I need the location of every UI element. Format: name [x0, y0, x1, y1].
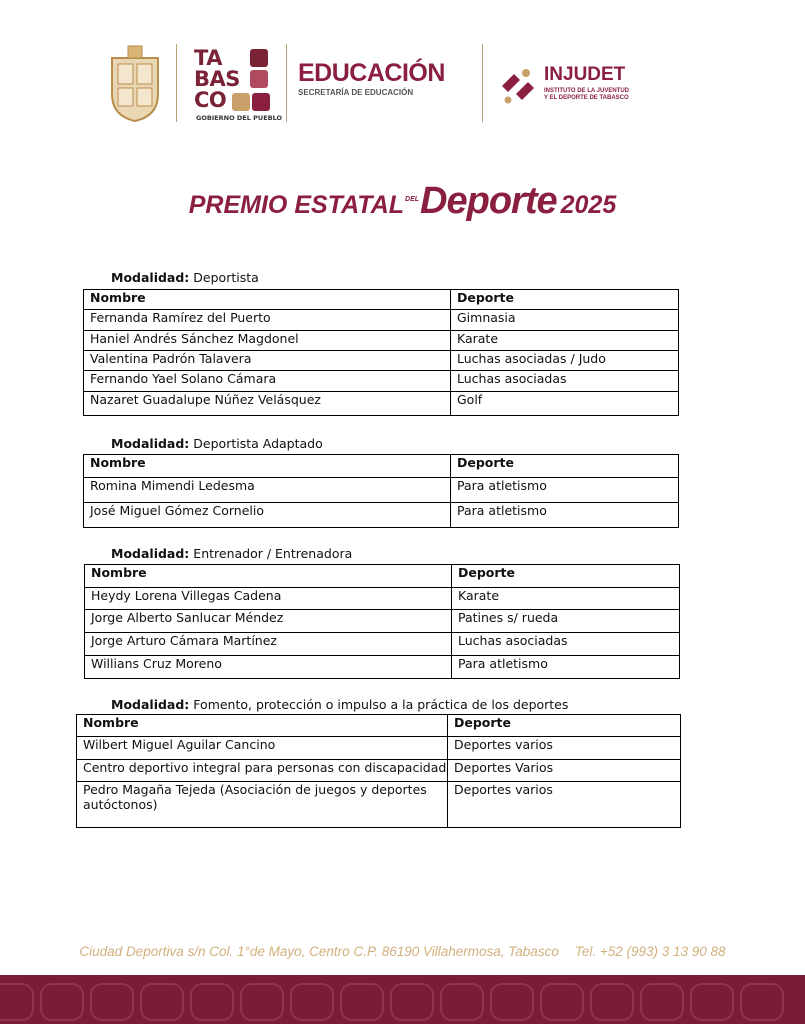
column-header-nombre: Nombre [84, 455, 451, 478]
tabasco-line-3: CO [194, 88, 227, 112]
tabasco-logo [194, 48, 286, 124]
table-row [77, 782, 681, 828]
footer-phone: Tel. +52 (993) 3 13 90 88 [574, 944, 726, 959]
band-pattern-icon [90, 983, 134, 1021]
cell-nombre: Fernanda Ramírez del Puerto [84, 310, 451, 331]
table-row [84, 310, 679, 331]
title-year: 2025 [560, 191, 617, 219]
table-row [85, 656, 680, 679]
cell-deporte: Deportes varios [448, 737, 681, 760]
cell-deporte: Golf [451, 392, 679, 416]
section-label-value: Entrenador / Entrenadora [193, 546, 353, 561]
table-row [84, 331, 679, 351]
table-row [85, 633, 680, 656]
band-pattern-icon [690, 983, 734, 1021]
table-row [77, 760, 681, 782]
educacion-logo [298, 60, 445, 97]
band-pattern-icon [40, 983, 84, 1021]
cell-nombre: Jorge Alberto Sanlucar Méndez [85, 610, 452, 633]
title-part-3: Deporte [420, 180, 557, 222]
section-label [111, 546, 352, 561]
tabasco-tile-icon [232, 93, 250, 111]
tabasco-tile-icon [250, 70, 268, 88]
cell-nombre: Valentina Padrón Talavera [84, 351, 451, 371]
cell-nombre: Wilbert Miguel Aguilar Cancino [77, 737, 448, 760]
cell-nombre: Heydy Lorena Villegas Cadena [85, 588, 452, 610]
section-label [111, 436, 323, 451]
injudet-emblem-icon [496, 64, 540, 108]
header-divider [482, 44, 483, 122]
band-pattern-icon [640, 983, 684, 1021]
section-label-key: Modalidad: [111, 270, 190, 285]
title-part-1: PREMIO ESTATAL [188, 191, 405, 219]
section-label-key: Modalidad: [111, 436, 190, 451]
cell-nombre: Nazaret Guadalupe Núñez Velásquez [84, 392, 451, 416]
state-shield-logo [108, 44, 162, 122]
section-label-key: Modalidad: [111, 697, 190, 712]
band-pattern-icon [540, 983, 584, 1021]
band-pattern-icon [590, 983, 634, 1021]
band-pattern-icon [490, 983, 534, 1021]
cell-deporte: Luchas asociadas [452, 633, 680, 656]
cell-deporte: Karate [452, 588, 680, 610]
band-pattern-icon [0, 983, 34, 1021]
cell-deporte: Luchas asociadas [451, 371, 679, 392]
table-header-row [84, 455, 679, 478]
cell-nombre: Willians Cruz Moreno [85, 656, 452, 679]
cell-nombre: Fernando Yael Solano Cámara [84, 371, 451, 392]
band-pattern-icon [290, 983, 334, 1021]
table-row [84, 351, 679, 371]
cell-deporte: Para atletismo [451, 478, 679, 503]
cell-deporte: Luchas asociadas / Judo [451, 351, 679, 371]
footer-address: Ciudad Deportiva s/n Col. 1°de Mayo, Centro C.P. 86190 Villahermosa, Tabasco [79, 944, 559, 959]
table-deportista-adaptado [83, 454, 679, 528]
injudet-subtitle [544, 88, 629, 102]
tabasco-line-2: BAS [194, 67, 240, 91]
section-label-value: Deportista Adaptado [193, 436, 323, 451]
cell-nombre: José Miguel Gómez Cornelio [84, 503, 451, 528]
section-label-value: Deportista [193, 270, 259, 285]
injudet-title: INJUDET [544, 64, 626, 85]
cell-deporte: Deportes varios [448, 782, 681, 828]
title-part-2: DEL [405, 196, 420, 203]
section-label-value: Fomento, protección o impulso a la práctica de los deportes [193, 697, 569, 712]
table-fomento [76, 714, 681, 828]
table-row [84, 503, 679, 528]
band-pattern-icon [140, 983, 184, 1021]
table-header-row [85, 565, 680, 588]
injudet-subtitle-line-2: Y EL DEPORTE DE TABASCO [544, 95, 629, 101]
table-row [84, 478, 679, 503]
table-row [85, 588, 680, 610]
section-label-key: Modalidad: [111, 546, 190, 561]
cell-deporte: Gimnasia [451, 310, 679, 331]
column-header-deporte: Deporte [451, 455, 679, 478]
page-title [0, 180, 805, 223]
table-row [85, 610, 680, 633]
tabasco-subtitle: GOBIERNO DEL PUEBLO [196, 114, 283, 122]
column-header-nombre: Nombre [85, 565, 452, 588]
tabasco-tile-icon [250, 49, 268, 67]
cell-deporte: Deportes Varios [448, 760, 681, 782]
table-row [84, 392, 679, 416]
band-pattern-icon [190, 983, 234, 1021]
cell-nombre: Centro deportivo integral para personas con discapacidad [77, 760, 448, 782]
section-label [111, 270, 259, 285]
band-pattern-icon [440, 983, 484, 1021]
band-pattern-icon [340, 983, 384, 1021]
column-header-deporte: Deporte [448, 715, 681, 737]
header-divider [286, 44, 287, 122]
table-header-row [77, 715, 681, 737]
footer-decorative-band [0, 975, 805, 1024]
band-pattern-icon [740, 983, 784, 1021]
column-header-nombre: Nombre [77, 715, 448, 737]
tabasco-line-1: TA [194, 46, 222, 70]
cell-nombre: Haniel Andrés Sánchez Magdonel [84, 331, 451, 351]
band-pattern-icon [390, 983, 434, 1021]
band-pattern-icon [240, 983, 284, 1021]
table-deportista [83, 289, 679, 416]
cell-deporte: Para atletismo [452, 656, 680, 679]
table-row [84, 371, 679, 392]
injudet-subtitle-line-1: INSTITUTO DE LA JUVENTUD [544, 88, 630, 94]
column-header-nombre: Nombre [84, 290, 451, 310]
cell-deporte: Para atletismo [451, 503, 679, 528]
column-header-deporte: Deporte [452, 565, 680, 588]
cell-deporte: Patines s/ rueda [452, 610, 680, 633]
section-label [111, 697, 568, 712]
educacion-title: EDUCACIÓN [298, 59, 445, 87]
educacion-subtitle: SECRETARÍA DE EDUCACIÓN [298, 88, 414, 97]
column-header-deporte: Deporte [451, 290, 679, 310]
table-header-row [84, 290, 679, 310]
table-row [77, 737, 681, 760]
header-divider [176, 44, 177, 122]
cell-nombre: Jorge Arturo Cámara Martínez [85, 633, 452, 656]
injudet-logo [496, 64, 646, 108]
cell-deporte: Karate [451, 331, 679, 351]
tabasco-tile-icon [252, 93, 270, 111]
header-logos [108, 42, 648, 126]
cell-nombre: Pedro Magaña Tejeda (Asociación de juegos y deportes autóctonos) [77, 782, 448, 828]
footer-contact [0, 944, 805, 959]
cell-nombre: Romina Mimendi Ledesma [84, 478, 451, 503]
table-entrenador [84, 564, 680, 679]
